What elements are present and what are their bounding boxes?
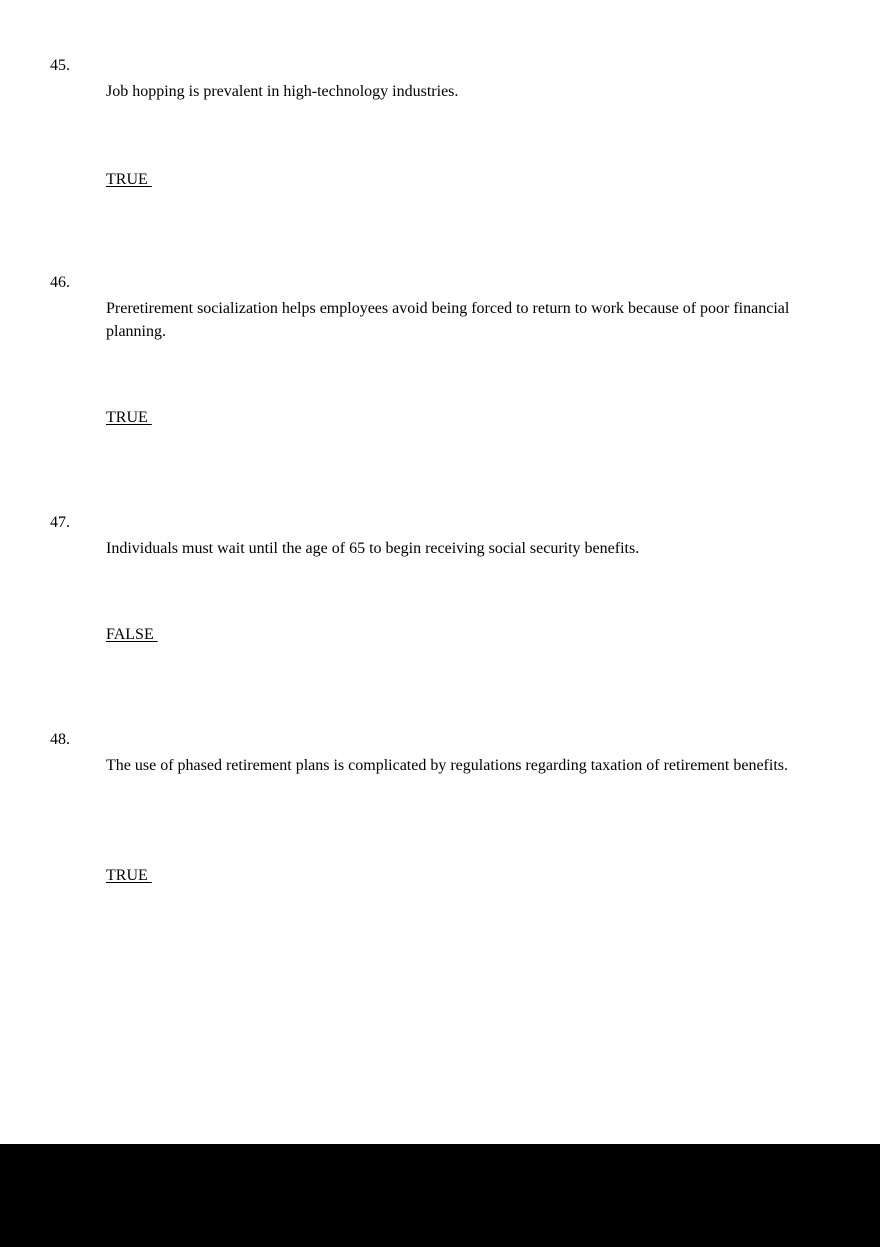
question-number: 46.: [50, 274, 70, 291]
question-number: 48.: [50, 731, 70, 748]
question-text: Individuals must wait until the age of 65 to begin receiving social security benefits.: [106, 540, 640, 557]
question-text: The use of phased retirement plans is complicated by regulations regarding taxation of retirement benefits.: [106, 757, 788, 774]
answer-label: TRUE: [106, 409, 152, 426]
question-text: Job hopping is prevalent in high-technology industries.: [106, 83, 459, 100]
answer-label: TRUE: [106, 867, 152, 884]
answer-label: TRUE: [106, 171, 152, 188]
question-number: 45.: [50, 57, 70, 74]
question-text: Preretirement socialization helps employees avoid being forced to return to work because of poor financial planning.: [106, 300, 790, 340]
question-number: 47.: [50, 514, 70, 531]
bottom-black-bar: [0, 1144, 880, 1247]
answer-label: FALSE: [106, 626, 158, 643]
